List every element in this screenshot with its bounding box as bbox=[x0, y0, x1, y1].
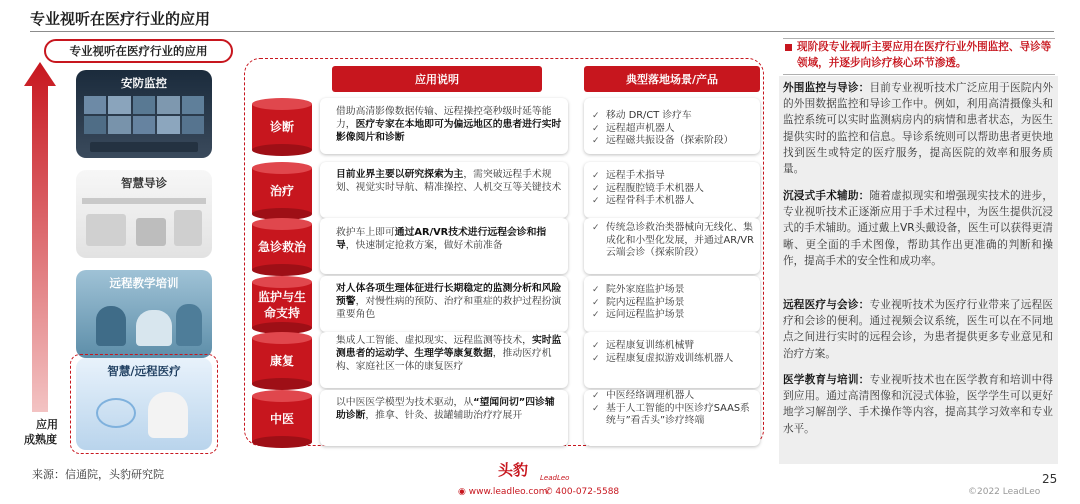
brand-logo-en: LeadLeo bbox=[540, 474, 570, 482]
row-category-label: 中医 bbox=[269, 412, 294, 426]
row-description: 集成人工智能、虚拟现实、远程监测等技术，实时监测患者的运动学、生理学等康复数据，推动医疗机构、家庭社区一体的康复医疗 bbox=[336, 335, 562, 372]
phone-icon: ✆ bbox=[545, 487, 556, 497]
row-category-emergency bbox=[252, 218, 312, 276]
page-number: 25 bbox=[1042, 472, 1058, 486]
scene-item: ✓ 远程康复训练机械臂 bbox=[592, 340, 758, 353]
footer-website[interactable]: ◉ www.leadleo.com bbox=[458, 487, 548, 497]
scene-item: ✓ 远程骨科手术机器人 bbox=[592, 195, 758, 208]
para-remote-consultation: 远程医疗与会诊：专业视听技术为医疗行业带来了远程医疗和会诊的便利。通过视频会议系统，医生可以在不同地点之间进行实时的远程会诊，为患者提供更多专业意见和治疗方案。 bbox=[783, 299, 1053, 360]
scene-item: ✓ 远程超声机器人 bbox=[592, 123, 758, 136]
summary-callout: 现阶段专业视听主要应用在医疗行业外围监控、导诊等领域，并逐步向诊疗核心环节渗透。 bbox=[783, 38, 1055, 75]
left-header: 专业视听在医疗行业的应用 bbox=[44, 39, 233, 63]
col-header-description: 应用说明 bbox=[332, 66, 542, 92]
tile-remote-teaching bbox=[76, 270, 212, 358]
tile-smart-remote-medical bbox=[76, 358, 212, 450]
para-medical-education: 医学教育与培训：专业视听技术也在医学教育和培训中得到应用。通过高清图像和沉浸式体验，医学学生可以更好地学习解剖学、手术操作等内容，提高其学习效率和专业水平。 bbox=[783, 374, 1053, 435]
para-peripheral-monitoring: 外围监控与导诊：目前专业视听技术广泛应用于医院内外的外围数据监控和导诊工作中。例如，利用高清摄像头和监控系统可以实时监测病房内的病情和患者状态，为医生提供实时的监控和信息。导诊系统则可以帮助患者更快地找到医生或特定的医疗服务，提高医院的效率和服务质量。 bbox=[783, 82, 1053, 176]
scene-item: ✓ 远程腹腔镜手术机器人 bbox=[592, 183, 758, 196]
scene-item: ✓ 中医经络调理机器人 bbox=[592, 390, 758, 403]
scene-list bbox=[592, 222, 758, 260]
row-category-monitoring bbox=[252, 276, 312, 334]
scene-list bbox=[592, 340, 758, 365]
row-description: 借助高清影像数据传输、远程操控毫秒级时延等能力，医疗专家在本地即可为偏远地区的患者进行实时影像阅片和诊断 bbox=[336, 106, 562, 143]
tile-smart-guidance bbox=[76, 170, 212, 258]
tile-label: 智慧导诊 bbox=[121, 176, 167, 190]
row-category-label: 康复 bbox=[269, 354, 294, 368]
row-category-label: 监护与生命支持 bbox=[258, 290, 307, 320]
row-category-tcm bbox=[252, 390, 312, 448]
row-category-label: 治疗 bbox=[269, 184, 294, 198]
scene-item: ✓ 院外家庭监护场景 bbox=[592, 284, 758, 297]
globe-icon: ◉ bbox=[458, 487, 469, 497]
scene-list bbox=[592, 110, 758, 148]
scene-item: ✓ 院内远程监护场景 bbox=[592, 297, 758, 310]
scene-list bbox=[592, 284, 758, 322]
scene-item: ✓ 远程手术指导 bbox=[592, 170, 758, 183]
para-immersive-surgery: 沉浸式手术辅助：随着虚拟现实和增强现实技术的进步，专业视听技术正逐渐应用于手术过程中，为医生提供沉浸式的手术辅助。通过戴上VR头戴设备，医生可以获得更清晰、更全面的手术图像，帮助其作出更准确的判断和操作，提高手术的安全性和成功率。 bbox=[783, 190, 1053, 267]
maturity-axis-label: 应用 成熟度 bbox=[24, 418, 58, 446]
page-title: 专业视听在医疗行业的应用 bbox=[30, 10, 211, 28]
scene-item: ✓ 远问远程监护场景 bbox=[592, 309, 758, 322]
row-description: 以中医医学模型为技术驱动，从“望闻问切”四诊辅助诊断，推拿、针灸、拔罐辅助治疗疗展开 bbox=[336, 397, 555, 421]
tile-label: 远程教学培训 bbox=[109, 276, 179, 290]
row-category-treatment bbox=[252, 162, 312, 220]
row-description: 对人体各项生理体征进行长期稳定的监测分析和风险预警，对慢性病的预防、治疗和重症的救护过程扮演重要角色 bbox=[336, 283, 562, 320]
row-category-diagnosis bbox=[252, 98, 312, 156]
tile-label: 智慧/远程医疗 bbox=[107, 364, 181, 378]
tile-label: 安防监控 bbox=[121, 76, 167, 90]
scene-item: ✓ 基于人工智能的中医诊疗SAAS系统与”看舌头”诊疗终端 bbox=[592, 403, 758, 428]
row-description: 目前业界主要以研究探索为主，需突破远程手术规划、视觉实时导航、精准操控、人机交互等关键技术 bbox=[336, 169, 562, 193]
col-header-scenes: 典型落地场景/产品 bbox=[584, 66, 760, 92]
brand-logo: 头豹 bbox=[498, 461, 529, 479]
scene-item: ✓ 移动 DR/CT 诊疗车 bbox=[592, 110, 758, 123]
row-category-rehab bbox=[252, 332, 312, 390]
maturity-arrow-icon bbox=[6, 62, 76, 422]
row-category-label: 急诊救治 bbox=[257, 240, 306, 254]
scene-item: ✓ 远程康复虚拟游戏训练机器人 bbox=[592, 353, 758, 366]
footer-phone: ✆ 400-072-5588 bbox=[545, 487, 620, 497]
tile-security-monitoring bbox=[76, 70, 212, 158]
row-category-label: 诊断 bbox=[269, 120, 294, 134]
scene-list bbox=[592, 390, 758, 428]
copyright: ©2022 LeadLeo bbox=[968, 487, 1041, 497]
source-note: 来源：信通院，头豹研究院 bbox=[32, 468, 164, 481]
title-divider bbox=[30, 31, 1054, 32]
scene-list bbox=[592, 170, 758, 208]
scene-item: ✓ 传统急诊救治类器械向无线化、集成化和小型化发展，并通过AR/VR云端会诊（探索阶段） bbox=[592, 222, 758, 260]
scene-item: ✓ 远程磁共振设备（探索阶段） bbox=[592, 135, 758, 148]
row-description: 救护车上即可通过AR/VR技术进行远程会诊和指导，快速制定抢救方案，做好术前准备 bbox=[336, 227, 547, 251]
bullet-square-icon bbox=[785, 44, 792, 51]
